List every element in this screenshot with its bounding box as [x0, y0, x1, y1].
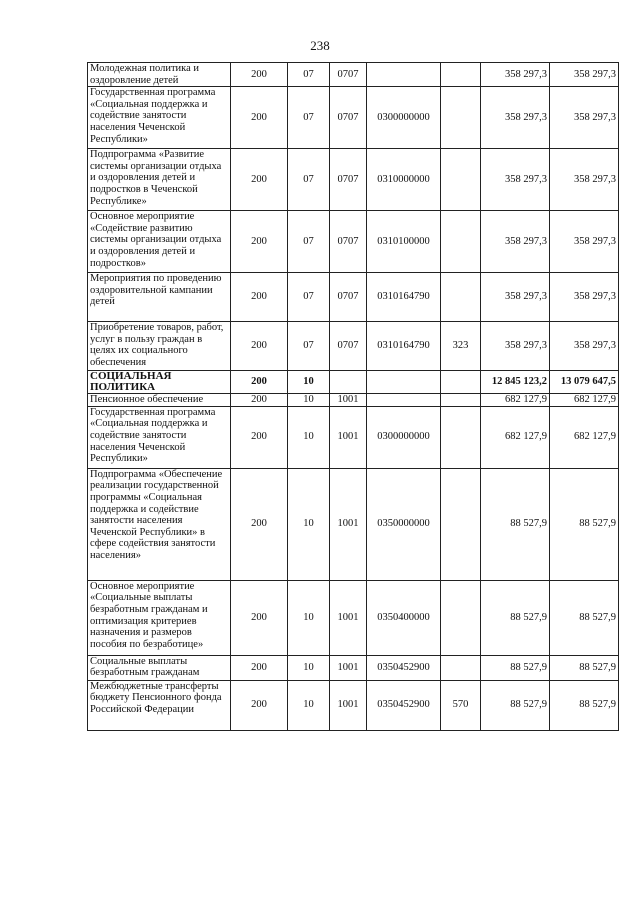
ved-cell: 200: [231, 322, 288, 371]
csr-cell: 0310164790: [367, 322, 441, 371]
sum1-cell: 88 527,9: [481, 580, 550, 655]
ved-cell: 200: [231, 211, 288, 273]
vr-cell: [441, 655, 481, 680]
ved-cell: 200: [231, 580, 288, 655]
rz-cell: 10: [288, 394, 330, 407]
name-cell: Молодежная политика и оздоровление детей: [88, 63, 231, 87]
name-cell: СОЦИАЛЬНАЯ ПОЛИТИКА: [88, 371, 231, 394]
sum1-cell: 358 297,3: [481, 273, 550, 322]
sum2-cell: 682 127,9: [550, 394, 619, 407]
name-cell: Приобретение товаров, работ, услуг в пользу граждан в целях их социального обеспечения: [88, 322, 231, 371]
name-cell: Подпрограмма «Развитие системы организации отдыха и оздоровления детей и подростков в Чеченской Республике»: [88, 149, 231, 211]
csr-cell: 0350400000: [367, 580, 441, 655]
prz-cell: 1001: [330, 406, 367, 468]
prz-cell: 0707: [330, 211, 367, 273]
sum1-cell: 358 297,3: [481, 149, 550, 211]
sum2-cell: 88 527,9: [550, 655, 619, 680]
rz-cell: 07: [288, 211, 330, 273]
prz-cell: 1001: [330, 468, 367, 580]
page-number: 238: [310, 38, 330, 53]
name-cell: Пенсионное обеспечение: [88, 394, 231, 407]
prz-cell: 1001: [330, 680, 367, 730]
csr-cell: 0310164790: [367, 273, 441, 322]
name-cell: Государственная программа «Социальная поддержка и содействие занятости населения Чеченской Республики»: [88, 87, 231, 149]
csr-cell: 0310100000: [367, 211, 441, 273]
name-cell: Государственная программа «Социальная поддержка и содействие занятости населения Чеченской Республики»: [88, 406, 231, 468]
table-row: [88, 149, 619, 211]
csr-cell: [367, 371, 441, 394]
sum2-cell: 358 297,3: [550, 322, 619, 371]
sum1-cell: 12 845 123,2: [481, 371, 550, 394]
rz-cell: 07: [288, 63, 330, 87]
ved-cell: 200: [231, 406, 288, 468]
rz-cell: 07: [288, 273, 330, 322]
vr-cell: [441, 87, 481, 149]
name-cell: Подпрограмма «Обеспечение реализации государственной программы «Социальная поддержка и содействие занятости населения Чеченской Республики» в сфере содействия занятости населения»: [88, 468, 231, 580]
ved-cell: 200: [231, 680, 288, 730]
prz-cell: 0707: [330, 87, 367, 149]
ved-cell: 200: [231, 394, 288, 407]
name-cell: Мероприятия по проведению оздоровительной кампании детей: [88, 273, 231, 322]
sum2-cell: 13 079 647,5: [550, 371, 619, 394]
sum1-cell: 682 127,9: [481, 394, 550, 407]
name-cell: Основное мероприятие «Социальные выплаты безработным гражданам и оптимизация критериев назначения и размеров пособия по безработице»: [88, 580, 231, 655]
rz-cell: 10: [288, 655, 330, 680]
vr-cell: [441, 468, 481, 580]
table-row: [88, 468, 619, 580]
ved-cell: 200: [231, 468, 288, 580]
ved-cell: 200: [231, 371, 288, 394]
prz-cell: 1001: [330, 394, 367, 407]
table-row: [88, 394, 619, 407]
table-row: [88, 211, 619, 273]
sum1-cell: 682 127,9: [481, 406, 550, 468]
csr-cell: 0350452900: [367, 655, 441, 680]
prz-cell: 1001: [330, 580, 367, 655]
rz-cell: 10: [288, 468, 330, 580]
sum1-cell: 88 527,9: [481, 655, 550, 680]
csr-cell: [367, 63, 441, 87]
vr-cell: [441, 273, 481, 322]
rz-cell: 07: [288, 149, 330, 211]
sum2-cell: 88 527,9: [550, 468, 619, 580]
table-row: [88, 63, 619, 87]
csr-cell: 0300000000: [367, 87, 441, 149]
csr-cell: 0350452900: [367, 680, 441, 730]
vr-cell: [441, 394, 481, 407]
table-row: [88, 680, 619, 730]
sum1-cell: 358 297,3: [481, 63, 550, 87]
csr-cell: 0300000000: [367, 406, 441, 468]
sum2-cell: 682 127,9: [550, 406, 619, 468]
rz-cell: 07: [288, 322, 330, 371]
prz-cell: 0707: [330, 63, 367, 87]
name-cell: Основное мероприятие «Содействие развитию системы организации отдыха и оздоровления детей и подростков»: [88, 211, 231, 273]
prz-cell: 0707: [330, 273, 367, 322]
prz-cell: 0707: [330, 149, 367, 211]
vr-cell: 570: [441, 680, 481, 730]
table-row: [88, 273, 619, 322]
ved-cell: 200: [231, 149, 288, 211]
vr-cell: 323: [441, 322, 481, 371]
ved-cell: 200: [231, 273, 288, 322]
rz-cell: 10: [288, 406, 330, 468]
table-row: [88, 655, 619, 680]
csr-cell: 0310000000: [367, 149, 441, 211]
table-row: [88, 580, 619, 655]
sum2-cell: 358 297,3: [550, 149, 619, 211]
sum2-cell: 358 297,3: [550, 87, 619, 149]
sum2-cell: 358 297,3: [550, 63, 619, 87]
sum2-cell: 358 297,3: [550, 211, 619, 273]
rz-cell: 07: [288, 87, 330, 149]
rz-cell: 10: [288, 371, 330, 394]
ved-cell: 200: [231, 63, 288, 87]
table-row: [88, 406, 619, 468]
vr-cell: [441, 580, 481, 655]
budget-table: [87, 62, 619, 731]
sum2-cell: 88 527,9: [550, 680, 619, 730]
rz-cell: 10: [288, 580, 330, 655]
vr-cell: [441, 211, 481, 273]
sum1-cell: 358 297,3: [481, 211, 550, 273]
vr-cell: [441, 149, 481, 211]
sum2-cell: 88 527,9: [550, 580, 619, 655]
sum1-cell: 358 297,3: [481, 87, 550, 149]
sum2-cell: 358 297,3: [550, 273, 619, 322]
csr-cell: 0350000000: [367, 468, 441, 580]
table-row: [88, 371, 619, 394]
vr-cell: [441, 63, 481, 87]
rz-cell: 10: [288, 680, 330, 730]
sum1-cell: 358 297,3: [481, 322, 550, 371]
table-row: [88, 87, 619, 149]
ved-cell: 200: [231, 87, 288, 149]
prz-cell: [330, 371, 367, 394]
csr-cell: [367, 394, 441, 407]
prz-cell: 0707: [330, 322, 367, 371]
ved-cell: 200: [231, 655, 288, 680]
name-cell: Межбюджетные трансферты бюджету Пенсионного фонда Российской Федерации: [88, 680, 231, 730]
vr-cell: [441, 406, 481, 468]
table-row: [88, 322, 619, 371]
vr-cell: [441, 371, 481, 394]
prz-cell: 1001: [330, 655, 367, 680]
sum1-cell: 88 527,9: [481, 680, 550, 730]
name-cell: Социальные выплаты безработным гражданам: [88, 655, 231, 680]
table-body: [88, 63, 619, 731]
sum1-cell: 88 527,9: [481, 468, 550, 580]
